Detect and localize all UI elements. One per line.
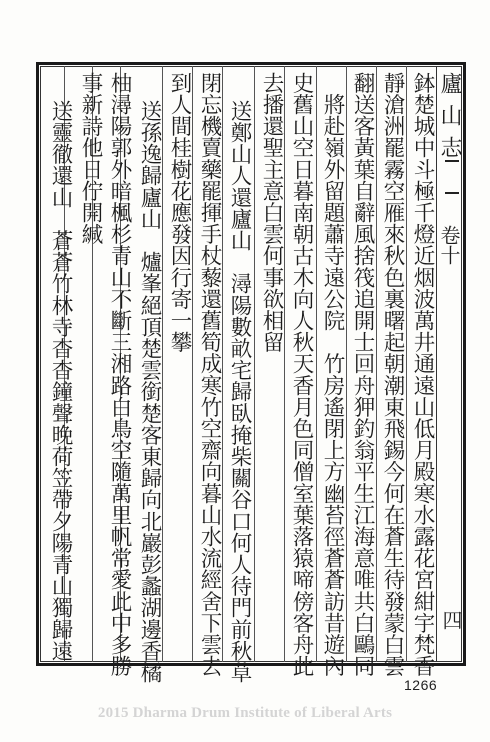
text-column-6: 去播還聖主意白雲何事欲相留: [259, 72, 284, 353]
text-column-12: 事新詩他日佇開緘: [78, 72, 103, 245]
text-column-5: 史舊山空日暮南朝古木向人秋天香月色同僧室葉落猿啼傍客舟此: [289, 72, 314, 677]
text-column-3: 翻送客黃葉自辭風捨筏追開士回舟狎釣翁平生江海意唯共白鷗同: [350, 72, 375, 677]
text-column-13: 送靈徹還山 蒼蒼竹林寺杳杳鐘聲晚荷笠帶夕陽青山獨歸遠: [48, 100, 73, 662]
text-column-2: 靜滄洲罷霧空雁來秋色裏曙起朝潮東飛錫今何在蒼生待發蒙白雲: [380, 72, 405, 677]
text-column-7: 送鄭山人還廬山 潯陽數畝宅歸臥掩柴關谷口何人待門前秋草: [227, 100, 252, 684]
text-column-10: 送孫逸歸廬山 爐峯絕頂楚雲銜楚客東歸向北巖彭蠡湖邊香橘: [137, 100, 162, 684]
text-column-1: 鉢楚城中斗極千燈近烟波萬井通遠山低月殿寒水露花宮紺宇梵香: [410, 72, 435, 677]
text-column-9: 到人間桂樹花應發因行寄一攀: [167, 72, 192, 353]
leaf-number: 四: [439, 610, 463, 630]
watermark: 2015 Dharma Drum Institute of Liberal Arts: [97, 705, 393, 721]
fold-mark: [445, 160, 459, 194]
text-column-11: 柚潯陽郭外暗楓杉青山不斷三湘路白鳥空隨萬里帆常愛此中多勝: [107, 72, 132, 677]
text-column-4: 將赴嶺外留題蕭寺遠公院 竹房遙閉上方幽苔徑蒼蒼訪昔遊內: [320, 72, 345, 677]
volume-label: 卷十: [437, 225, 461, 265]
book-title: 廬山志: [437, 72, 462, 168]
page-number: 1266: [404, 677, 438, 693]
text-column-8: 閉忘機賣藥罷揮手杖藜還舊筍成寒竹空齋向暮山水流經舍下雲去: [197, 72, 222, 677]
